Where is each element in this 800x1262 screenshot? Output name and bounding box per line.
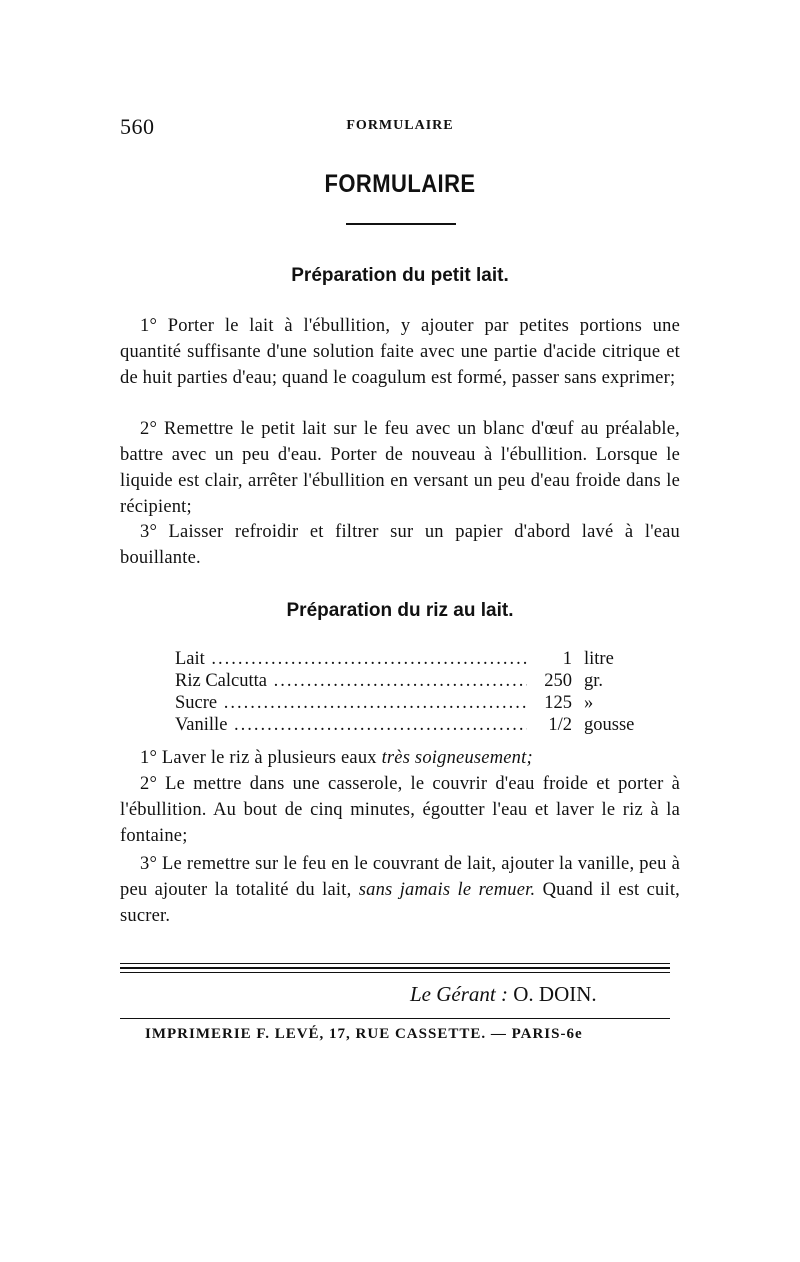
printer-imprint: IMPRIMERIE F. LEVÉ, 17, RUE CASSETTE. — PARIS-6e xyxy=(145,1026,583,1042)
ingredient-quantity: 250 xyxy=(544,671,572,691)
gerant-signature xyxy=(410,982,597,1007)
ingredient-row xyxy=(175,692,645,714)
petit-lait-step-2-text: 2° Remettre le petit lait sur le feu avec un blanc d'œuf au préalable, battre avec un peu d'eau. Porter de nouveau à l'ébullition. Lorsque le liquide est clair, arrêter l'ébullition en versant un peu d'eau froide dans le récipient; xyxy=(120,419,680,517)
ingredient-row xyxy=(175,670,645,692)
riz-step-3 xyxy=(120,851,680,929)
section-heading-petit-lait: Préparation du petit lait. xyxy=(291,265,509,286)
riz-step-3-text: 3° Le remettre sur le feu en le couvrant de lait, ajouter la vanille, peu à peu ajouter la totalité du lait, xyxy=(120,854,680,900)
petit-lait-step-3 xyxy=(120,519,680,571)
ingredient-name: Lait ..... xyxy=(175,648,527,670)
ingredient-quantity: 1 xyxy=(562,649,572,669)
footer-rule-top xyxy=(120,963,670,964)
ingredient-unit: gr. xyxy=(584,671,604,691)
gerant-name: O. DOIN. xyxy=(513,982,597,1006)
ingredient-unit: gousse xyxy=(584,715,635,735)
ingredient-unit: » xyxy=(584,693,594,713)
ingredient-row xyxy=(175,714,645,736)
riz-step-1 xyxy=(120,745,680,771)
ingredient-name: Sucre ..... xyxy=(175,692,527,714)
gerant-role: Le Gérant : xyxy=(410,982,508,1006)
petit-lait-step-1 xyxy=(120,313,680,391)
riz-step-2-text: 2° Le mettre dans une casserole, le couvrir d'eau froide et porter à l'ébullition. Au bout de cinq minutes, égoutter l'eau et laver le riz à la fontaine; xyxy=(120,774,680,846)
riz-step-3-tail: Quand il est cuit, sucrer. xyxy=(120,880,681,926)
imprint-rule xyxy=(120,1018,670,1019)
running-title: FORMULAIRE xyxy=(346,118,454,133)
riz-step-1-emphasis: très soigneusement; xyxy=(381,748,533,768)
riz-step-3-emphasis: sans jamais le remuer. xyxy=(358,880,536,900)
ingredients-list xyxy=(175,648,645,736)
title-rule xyxy=(346,223,456,225)
ingredient-quantity: 1/2 xyxy=(548,715,572,735)
petit-lait-step-2 xyxy=(120,416,680,520)
petit-lait-step-1-text: 1° Porter le lait à l'ébullition, y ajouter par petites portions une quantité suffisante d'une solution faite avec une partie d'acide citrique et de huit parties d'eau; quand le coagulum est formé, passer sans exprimer; xyxy=(120,316,680,388)
ingredient-unit: litre xyxy=(584,649,614,669)
footer-rule-thin xyxy=(120,972,670,973)
riz-step-1-text: 1° Laver le riz à plusieurs eaux xyxy=(140,748,382,768)
ingredient-name: Riz Calcutta ..... xyxy=(175,670,527,692)
page-number: 560 xyxy=(120,114,155,139)
petit-lait-step-3-text: 3° Laisser refroidir et filtrer sur un papier d'abord lavé à l'eau bouillante. xyxy=(120,522,680,568)
riz-step-2 xyxy=(120,771,680,849)
ingredient-row xyxy=(175,648,645,670)
footer-rule-thick xyxy=(120,967,670,969)
ingredient-name: Vanille ..... xyxy=(175,714,527,736)
main-title: FORMULAIRE xyxy=(324,170,476,198)
ingredient-quantity: 125 xyxy=(544,693,572,713)
running-head xyxy=(120,114,680,140)
section-heading-riz-au-lait: Préparation du riz au lait. xyxy=(286,600,514,621)
